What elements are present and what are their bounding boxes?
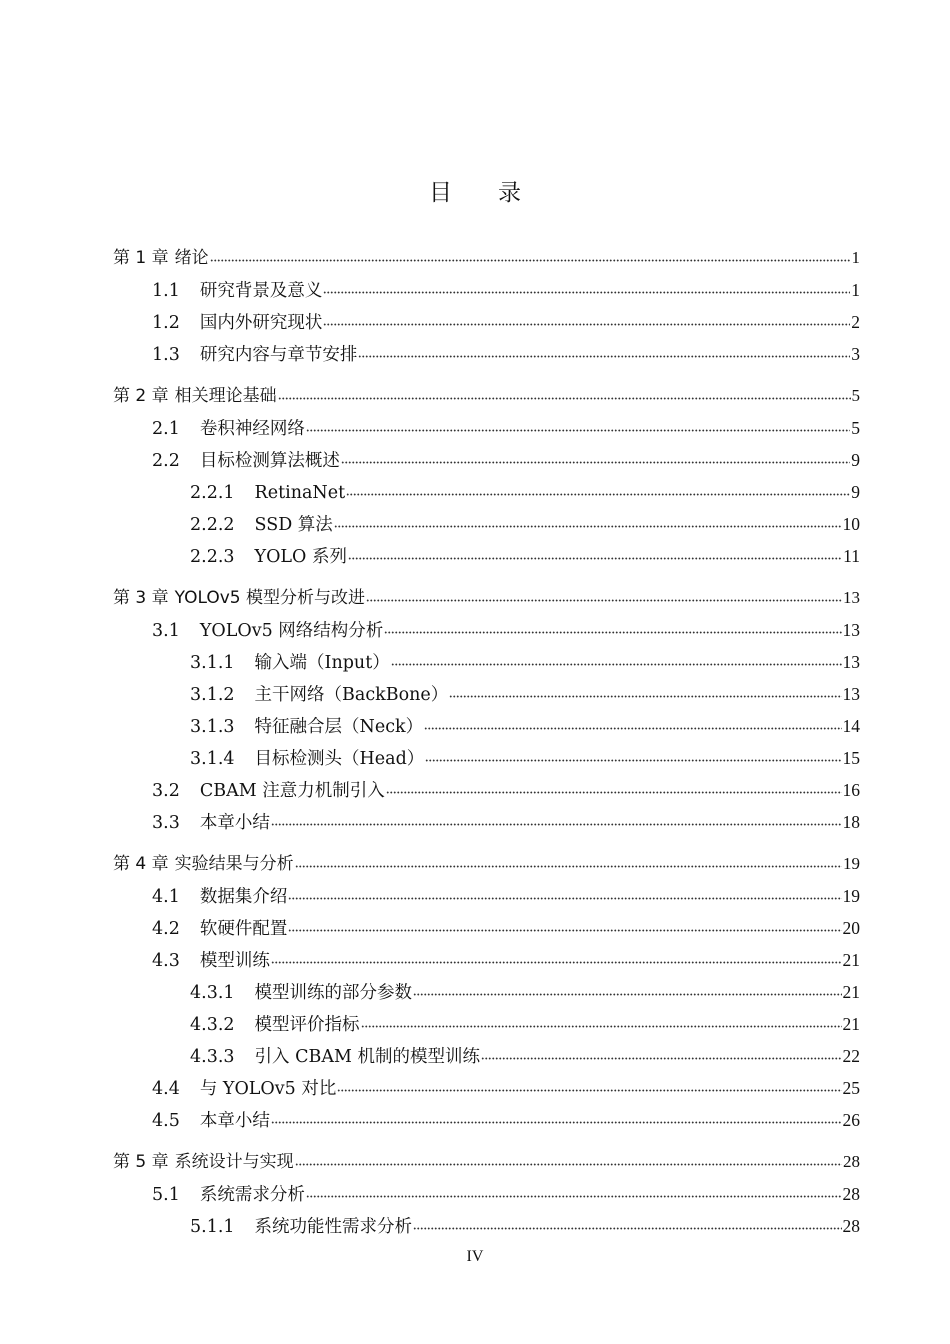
toc-entry-page: 28 — [842, 1216, 860, 1236]
toc-entry-title: 绪论 — [174, 248, 209, 268]
toc-entry-title: CBAM 注意力机制引入 — [199, 781, 385, 801]
toc-section-entry[interactable] — [113, 646, 860, 678]
toc-section-entry[interactable] — [113, 1178, 860, 1210]
toc-entry-number: 4.3 — [152, 951, 180, 971]
dot-leader — [449, 694, 841, 698]
toc-entry-page: 13 — [842, 620, 860, 640]
toc-entry-title: 系统需求分析 — [199, 1185, 305, 1205]
dot-leader — [323, 290, 850, 294]
toc-entry-page: 19 — [843, 854, 860, 873]
toc-entry-title: RetinaNet — [254, 483, 346, 503]
toc-entry-number: 4.3.1 — [190, 983, 235, 1003]
toc-section-entry[interactable] — [113, 476, 860, 508]
toc-entry-page: 1 — [851, 280, 860, 300]
toc-entry-title: 模型评价指标 — [254, 1015, 360, 1035]
dot-leader — [366, 598, 842, 602]
toc-entry-page: 13 — [842, 652, 860, 672]
toc-entry-page: 3 — [851, 344, 860, 364]
toc-entry-number: 1.2 — [152, 313, 180, 333]
toc-entry-number: 2.2.2 — [190, 515, 235, 535]
toc-entry-page: 9 — [851, 482, 860, 502]
toc-section-entry[interactable] — [113, 1008, 860, 1040]
toc-entry-page: 13 — [843, 588, 860, 607]
dot-leader — [271, 960, 842, 964]
toc-entry-page: 21 — [842, 982, 860, 1002]
toc-entry-title: 系统功能性需求分析 — [254, 1217, 413, 1237]
toc-entry-title: 模型训练的部分参数 — [254, 983, 413, 1003]
toc-entry-title: 输入端（Input） — [254, 653, 390, 673]
toc-entry-title: 研究背景及意义 — [199, 281, 323, 301]
toc-entry-number: 4.3.2 — [190, 1015, 235, 1035]
dot-leader — [424, 726, 841, 730]
toc-section-entry[interactable] — [113, 944, 860, 976]
dot-leader — [271, 1120, 842, 1124]
dot-leader — [288, 896, 841, 900]
toc-section-entry[interactable] — [113, 338, 860, 370]
toc-entry-number: 5.1 — [152, 1185, 180, 1205]
toc-entry-number: 4.3.3 — [190, 1047, 235, 1067]
toc-section-entry[interactable] — [113, 976, 860, 1008]
dot-leader — [210, 258, 851, 262]
toc-entry-page: 10 — [842, 514, 860, 534]
toc-entry-page: 25 — [842, 1078, 860, 1098]
toc-entry-number: 3.1.3 — [190, 717, 235, 737]
dot-leader — [346, 492, 850, 496]
dot-leader — [306, 428, 850, 432]
toc-entry-number: 2.2 — [152, 451, 180, 471]
toc-entry-number: 3.1.1 — [190, 653, 235, 673]
toc-entry-title: 实验结果与分析 — [174, 854, 294, 874]
toc-entry-number: 3.1 — [152, 621, 180, 641]
toc-entry-page: 20 — [842, 918, 860, 938]
toc-entry-page: 13 — [842, 684, 860, 704]
toc-section-entry[interactable] — [113, 1040, 860, 1072]
toc-entry-number: 1.1 — [152, 281, 180, 301]
toc-entry-number: 4.5 — [152, 1111, 180, 1131]
toc-entry-number: 1.3 — [152, 345, 180, 365]
toc-section-entry[interactable] — [113, 540, 860, 572]
dot-leader — [413, 1226, 841, 1230]
toc-entry-title: 主干网络（BackBone） — [254, 685, 449, 705]
toc-entry-title: 国内外研究现状 — [199, 313, 323, 333]
toc-entry-title: 软硬件配置 — [199, 919, 288, 939]
toc-entry-title: YOLOv5 模型分析与改进 — [174, 588, 365, 608]
toc-entry-title: 研究内容与章节安排 — [199, 345, 358, 365]
toc-entry-page: 21 — [842, 1014, 860, 1034]
toc-section-entry[interactable] — [113, 880, 860, 912]
dot-leader — [334, 524, 842, 528]
toc-section-entry[interactable] — [113, 1072, 860, 1104]
dot-leader — [323, 322, 850, 326]
table-of-contents — [113, 242, 860, 1242]
toc-entry-number: 4.2 — [152, 919, 180, 939]
toc-entry-page: 5 — [851, 418, 860, 438]
toc-entry-number: 第 4 章 — [113, 854, 169, 874]
dot-leader — [358, 354, 850, 358]
toc-section-entry[interactable] — [113, 1104, 860, 1136]
dot-leader — [295, 1162, 842, 1166]
dot-leader — [413, 992, 841, 996]
toc-entry-page: 14 — [842, 716, 860, 736]
toc-entry-number: 3.1.2 — [190, 685, 235, 705]
toc-entry-page: 18 — [842, 812, 860, 832]
page-number-footer: IV — [466, 1248, 484, 1265]
toc-entry-title: 卷积神经网络 — [199, 419, 305, 439]
toc-chapter-entry[interactable] — [113, 380, 860, 412]
toc-section-entry[interactable] — [113, 306, 860, 338]
toc-chapter-entry[interactable] — [113, 582, 860, 614]
toc-entry-page: 21 — [842, 950, 860, 970]
toc-entry-number: 3.2 — [152, 781, 180, 801]
toc-entry-title: 目标检测算法概述 — [199, 451, 340, 471]
toc-section-entry[interactable] — [113, 710, 860, 742]
dot-leader — [278, 396, 851, 400]
toc-entry-page: 11 — [843, 546, 860, 566]
page-title: 目 录 — [429, 180, 521, 206]
toc-entry-number: 2.1 — [152, 419, 180, 439]
toc-section-entry[interactable] — [113, 742, 860, 774]
toc-entry-number: 2.2.1 — [190, 483, 235, 503]
toc-entry-page: 28 — [842, 1184, 860, 1204]
toc-section-entry[interactable] — [113, 412, 860, 444]
toc-entry-number: 4.4 — [152, 1079, 180, 1099]
dot-leader — [425, 758, 841, 762]
toc-entry-page: 9 — [851, 450, 860, 470]
dot-leader — [295, 864, 842, 868]
toc-entry-page: 5 — [851, 386, 860, 405]
toc-section-entry[interactable] — [113, 774, 860, 806]
toc-entry-title: 相关理论基础 — [174, 386, 277, 406]
toc-entry-title: 本章小结 — [199, 1111, 270, 1131]
toc-entry-title: 与 YOLOv5 对比 — [199, 1079, 337, 1099]
dot-leader — [391, 662, 842, 666]
dot-leader — [481, 1056, 842, 1060]
dot-leader — [348, 556, 842, 560]
toc-entry-number: 3.1.4 — [190, 749, 235, 769]
toc-section-entry[interactable] — [113, 508, 860, 540]
toc-entry-page: 1 — [851, 248, 860, 267]
toc-entry-title: 特征融合层（Neck） — [254, 717, 424, 737]
toc-entry-title: 目标检测头（Head） — [254, 749, 425, 769]
toc-entry-title: 本章小结 — [199, 813, 270, 833]
toc-entry-page: 19 — [842, 886, 860, 906]
toc-entry-title: 数据集介绍 — [199, 887, 288, 907]
toc-entry-number: 5.1.1 — [190, 1217, 235, 1237]
dot-leader — [288, 928, 841, 932]
toc-section-entry[interactable] — [113, 678, 860, 710]
toc-section-entry[interactable] — [113, 806, 860, 838]
dot-leader — [271, 822, 842, 826]
dot-leader — [361, 1024, 842, 1028]
toc-section-entry[interactable] — [113, 274, 860, 306]
toc-entry-page: 28 — [843, 1152, 860, 1171]
toc-section-entry[interactable] — [113, 444, 860, 476]
dot-leader — [341, 460, 850, 464]
toc-entry-title: YOLO 系列 — [254, 547, 347, 567]
toc-entry-page: 16 — [842, 780, 860, 800]
toc-entry-title: 模型训练 — [199, 951, 270, 971]
toc-entry-title: SSD 算法 — [254, 515, 333, 535]
toc-entry-number: 第 2 章 — [113, 386, 169, 406]
dot-leader — [384, 630, 841, 634]
toc-chapter-entry[interactable] — [113, 242, 860, 274]
toc-section-entry[interactable] — [113, 912, 860, 944]
toc-entry-number: 3.3 — [152, 813, 180, 833]
toc-entry-number: 2.2.3 — [190, 547, 235, 567]
toc-chapter-entry[interactable] — [113, 1146, 860, 1178]
toc-entry-page: 26 — [842, 1110, 860, 1130]
toc-entry-page: 2 — [851, 312, 860, 332]
dot-leader — [386, 790, 842, 794]
toc-entry-title: YOLOv5 网络结构分析 — [199, 621, 384, 641]
toc-entry-page: 15 — [842, 748, 860, 768]
toc-entry-number: 第 5 章 — [113, 1152, 169, 1172]
toc-entry-number: 第 1 章 — [113, 248, 169, 268]
toc-section-entry[interactable] — [113, 614, 860, 646]
dot-leader — [337, 1088, 841, 1092]
toc-entry-title: 引入 CBAM 机制的模型训练 — [254, 1047, 480, 1067]
dot-leader — [306, 1194, 842, 1198]
toc-entry-page: 22 — [842, 1046, 860, 1066]
toc-entry-number: 4.1 — [152, 887, 180, 907]
toc-entry-title: 系统设计与实现 — [174, 1152, 294, 1172]
toc-section-entry[interactable] — [113, 1210, 860, 1242]
toc-chapter-entry[interactable] — [113, 848, 860, 880]
toc-entry-number: 第 3 章 — [113, 588, 169, 608]
